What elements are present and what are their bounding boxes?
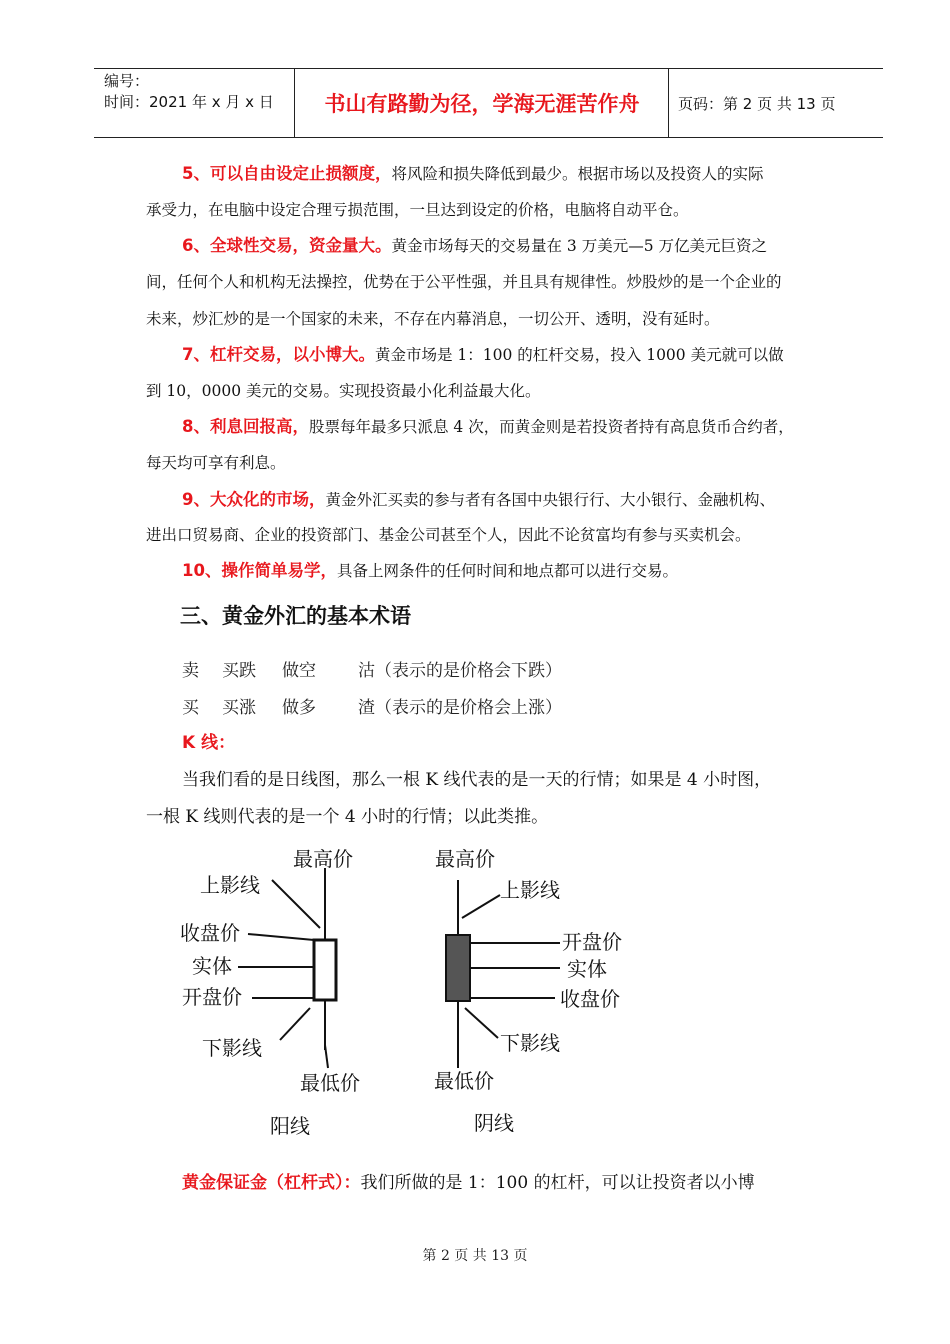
term-meaning: 渣（表示的是价格会上涨）	[358, 698, 562, 718]
yang-high-label: 最高价	[293, 847, 353, 871]
k-line-text: 当我们看的是日线图，那么一根 K 线代表的是一天的行情；如果是 4 小时图，	[182, 770, 772, 790]
page-footer: 第 2 页 共 13 页	[422, 1248, 528, 1264]
term-meaning: 沽（表示的是价格会下跌）	[358, 661, 562, 681]
item-text: 到 10，0000 美元的交易。实现投资最小化利益最大化。	[146, 382, 541, 400]
margin-text: 我们所做的是 1：100 的杠杆，可以让投资者以小博	[360, 1173, 755, 1193]
term-alias: 买涨	[222, 698, 256, 718]
item-text: 黄金市场每天的交易量在 3 万美元—5 万亿美元巨资之	[391, 237, 767, 255]
term-position: 做多	[282, 698, 316, 718]
header-page-label: 页码：第 2 页 共 13 页	[678, 94, 836, 113]
k-line-heading: K 线：	[182, 733, 236, 753]
yang-body-label: 实体	[192, 954, 232, 978]
item-heading: 10、操作简单易学，	[182, 561, 337, 580]
list-item	[182, 155, 764, 193]
yang-close-label: 收盘价	[180, 921, 240, 945]
term-action: 卖	[182, 661, 199, 681]
term-alias: 买跌	[222, 661, 256, 681]
time-label: 时间：2021 年 x 月 x 日	[104, 93, 274, 111]
item-text: 股票每年最多只派息 4 次，而黄金则是若投资者持有高息货币合约者，	[308, 418, 794, 436]
yin-caption: 阴线	[474, 1111, 514, 1135]
header-table	[94, 68, 883, 138]
margin-heading: 黄金保证金（杠杆式）：	[182, 1173, 361, 1193]
item-heading: 9、大众化的市场，	[182, 490, 326, 509]
item-heading: 6、全球性交易，资金量大。	[182, 236, 392, 255]
yin-high-label: 最高价	[435, 847, 495, 871]
code-label: 编号：	[104, 72, 150, 90]
item-text: 将风险和损失降低到最少。根据市场以及投资人的实际	[391, 165, 764, 183]
term-action: 买	[182, 698, 199, 718]
list-item	[182, 481, 775, 519]
yin-lower-shadow-label: 下影线	[500, 1031, 560, 1055]
list-item	[182, 336, 784, 374]
yang-open-label: 开盘价	[182, 985, 242, 1009]
yin-close-label: 收盘价	[560, 987, 620, 1011]
yang-upper-shadow-label: 上影线	[200, 873, 260, 897]
section-title: 三、黄金外汇的基本术语	[180, 604, 411, 628]
k-line-text: 一根 K 线则代表的是一个 4 小时的行情；以此类推。	[146, 807, 549, 827]
item-text: 黄金市场是 1：100 的杠杆交易，投入 1000 美元就可以做	[374, 346, 784, 364]
yin-upper-shadow-label: 上影线	[500, 878, 560, 902]
yang-lower-shadow-label: 下影线	[202, 1036, 262, 1060]
yang-body	[314, 940, 336, 1000]
item-heading: 8、利息回报高，	[182, 417, 309, 436]
yin-body	[446, 935, 470, 1001]
item-text: 未来，炒汇炒的是一个国家的未来，不存在内幕消息，一切公开、透明，没有延时。	[146, 310, 720, 328]
list-item	[182, 408, 794, 446]
candlestick-diagram	[170, 840, 650, 1150]
yang-caption: 阳线	[270, 1114, 310, 1138]
list-item	[182, 227, 767, 265]
term-position: 做空	[282, 661, 316, 681]
header-divider	[294, 69, 295, 137]
yin-low-label: 最低价	[434, 1069, 494, 1093]
item-text: 具备上网条件的任何时间和地点都可以进行交易。	[336, 562, 678, 580]
header-motto: 书山有路勤为径，学海无涯苦作舟	[324, 92, 640, 116]
item-text: 黄金外汇买卖的参与者有各国中央银行行、大小银行、金融机构、	[325, 491, 775, 509]
item-text: 进出口贸易商、企业的投资部门、基金公司甚至个人，因此不论贫富均有参与买卖机会。	[146, 526, 751, 544]
yin-open-label: 开盘价	[562, 930, 622, 954]
item-text: 每天均可享有利息。	[146, 454, 286, 472]
header-divider	[668, 69, 669, 137]
yin-body-label: 实体	[567, 957, 607, 981]
header-meta	[104, 71, 274, 113]
item-heading: 7、杠杆交易，以小博大。	[182, 345, 375, 364]
yang-low-label: 最低价	[300, 1071, 360, 1095]
list-item	[182, 552, 678, 590]
item-text: 间，任何个人和机构无法操控，优势在于公平性强，并且具有规律性。炒股炒的是一个企业的	[146, 273, 782, 291]
item-heading: 5、可以自由设定止损额度，	[182, 164, 392, 183]
item-text: 承受力，在电脑中设定合理亏损范围，一旦达到设定的价格，电脑将自动平仓。	[146, 201, 689, 219]
margin-paragraph	[182, 1168, 755, 1193]
